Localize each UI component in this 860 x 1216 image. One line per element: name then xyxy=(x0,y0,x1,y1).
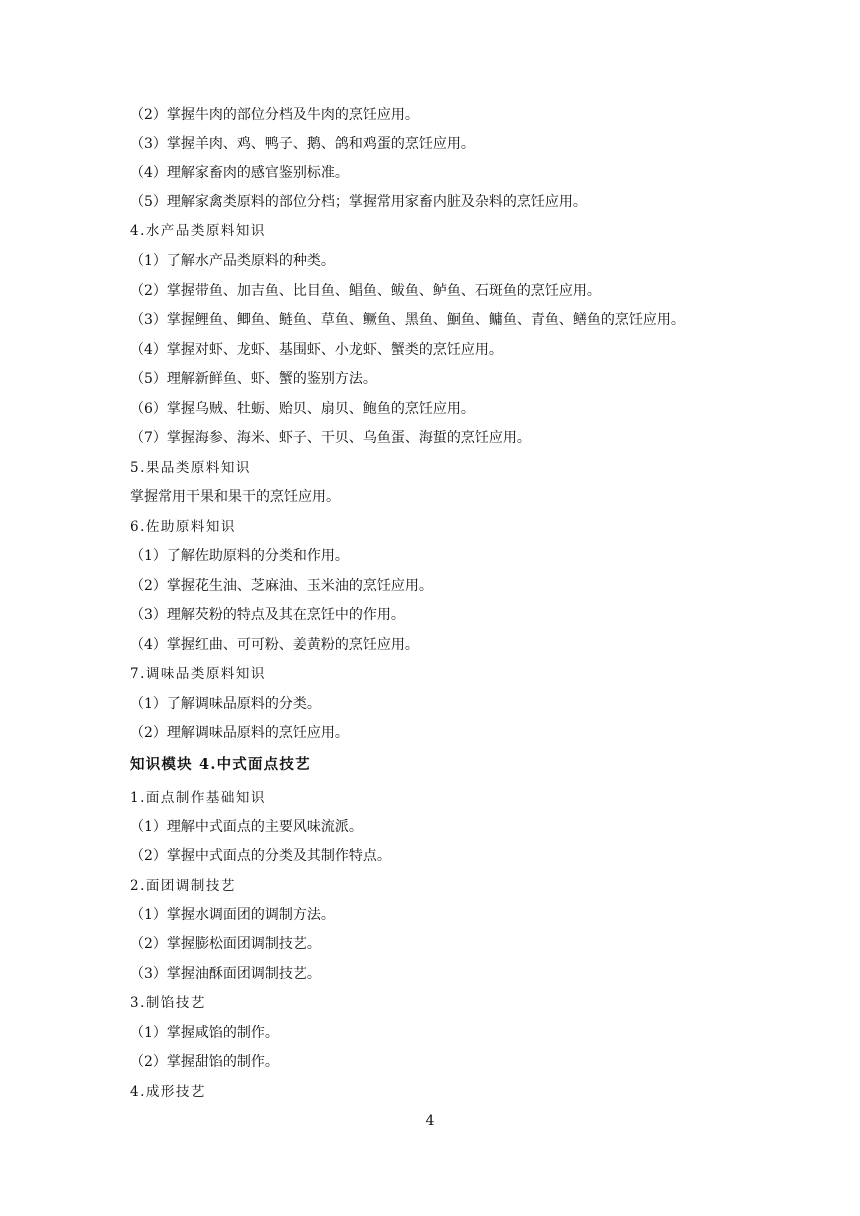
paragraph: 掌握常用干果和果干的烹饪应用。 xyxy=(130,489,340,505)
list-item: （2）掌握带鱼、加吉鱼、比目鱼、鲳鱼、鲅鱼、鲈鱼、石斑鱼的烹饪应用。 xyxy=(130,283,601,299)
list-item: （5）理解新鲜鱼、虾、蟹的鉴别方法。 xyxy=(130,371,377,387)
list-item: （1）了解佐助原料的分类和作用。 xyxy=(130,548,349,564)
list-item: （1）了解水产品类原料的种类。 xyxy=(130,253,335,269)
list-item: （2）掌握花生油、芝麻油、玉米油的烹饪应用。 xyxy=(130,578,433,594)
module-heading: 知识模块 4.中式面点技艺 xyxy=(130,756,311,773)
page-number: 4 xyxy=(425,1113,435,1129)
list-item: （2）掌握中式面点的分类及其制作特点。 xyxy=(130,848,391,864)
list-item: （5）理解家禽类原料的部位分档；掌握常用家畜内脏及杂料的烹饪应用。 xyxy=(130,194,587,210)
list-item: （4）掌握红曲、可可粉、姜黄粉的烹饪应用。 xyxy=(130,637,419,653)
list-item: （3）理解芡粉的特点及其在烹饪中的作用。 xyxy=(130,607,405,623)
list-item: （1）掌握水调面团的调制方法。 xyxy=(130,907,335,923)
section-heading: 4.成形技艺 xyxy=(130,1084,206,1100)
list-item: （3）掌握油酥面团调制技艺。 xyxy=(130,966,321,982)
list-item: （2）掌握牛肉的部位分档及牛肉的烹饪应用。 xyxy=(130,107,419,123)
section-heading: 1.面点制作基础知识 xyxy=(130,790,266,806)
list-item: （7）掌握海参、海米、虾子、干贝、乌鱼蛋、海蜇的烹饪应用。 xyxy=(130,430,531,446)
section-heading: 3.制馅技艺 xyxy=(130,995,206,1011)
list-item: （2）理解调味品原料的烹饪应用。 xyxy=(130,725,349,741)
section-heading: 6.佐助原料知识 xyxy=(130,519,236,535)
list-item: （4）掌握对虾、龙虾、基围虾、小龙虾、蟹类的烹饪应用。 xyxy=(130,342,503,358)
section-heading: 2.面团调制技艺 xyxy=(130,878,236,894)
section-heading: 5.果品类原料知识 xyxy=(130,460,251,476)
section-heading: 7.调味品类原料知识 xyxy=(130,666,266,682)
list-item: （2）掌握甜馅的制作。 xyxy=(130,1054,279,1070)
list-item: （2）掌握膨松面团调制技艺。 xyxy=(130,936,321,952)
list-item: （1）理解中式面点的主要风味流派。 xyxy=(130,819,363,835)
list-item: （1）掌握咸馅的制作。 xyxy=(130,1025,279,1041)
list-item: （6）掌握乌贼、牡蛎、贻贝、扇贝、鲍鱼的烹饪应用。 xyxy=(130,401,475,417)
section-heading: 4.水产品类原料知识 xyxy=(130,223,266,239)
list-item: （1）了解调味品原料的分类。 xyxy=(130,696,321,712)
list-item: （4）理解家畜肉的感官鉴别标准。 xyxy=(130,165,349,181)
list-item: （3）掌握羊肉、鸡、鸭子、鹅、鸽和鸡蛋的烹饪应用。 xyxy=(130,136,475,152)
list-item: （3）掌握鲤鱼、鲫鱼、鲢鱼、草鱼、鳜鱼、黑鱼、鮰鱼、鳙鱼、青鱼、鳝鱼的烹饪应用。 xyxy=(130,312,685,328)
